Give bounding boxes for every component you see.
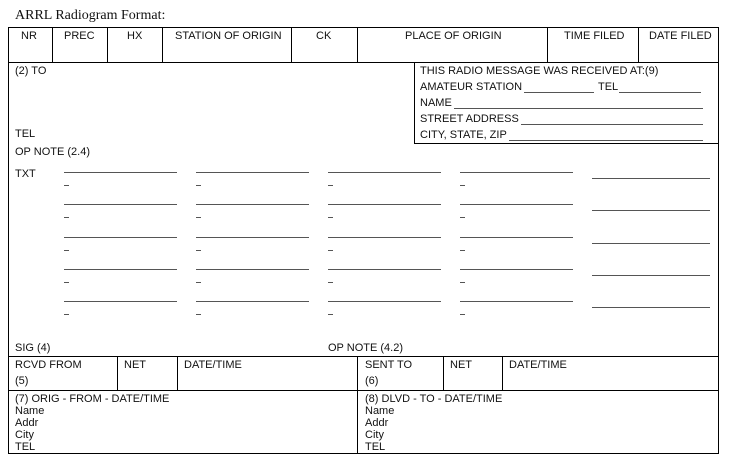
city-state-zip-line[interactable]: [509, 140, 703, 141]
word-dash: [328, 250, 333, 251]
word-line[interactable]: [328, 204, 441, 205]
divider: [117, 356, 118, 391]
word-line[interactable]: [64, 172, 177, 173]
word-line[interactable]: [64, 269, 177, 270]
word-line[interactable]: [328, 237, 441, 238]
rcvd-from-label: RCVD FROM: [15, 359, 82, 371]
word-line[interactable]: [196, 204, 309, 205]
tel-label: TEL: [15, 128, 36, 140]
dlvd-tel-label: TEL: [365, 441, 386, 453]
word-dash: [64, 282, 69, 283]
divider: [52, 27, 53, 63]
routing-row: [8, 356, 719, 391]
received-box-bottom: [414, 143, 719, 144]
header-place-of-origin: PLACE OF ORIGIN: [405, 30, 502, 42]
divider: [443, 356, 444, 391]
form-title: ARRL Radiogram Format:: [15, 8, 166, 23]
word-dash: [328, 314, 333, 315]
orig-heading: (7) ORIG - FROM - DATE/TIME: [15, 393, 170, 405]
dlvd-name-label: Name: [365, 405, 395, 417]
rcvd-number: (5): [15, 375, 29, 387]
sent-number: (6): [365, 375, 379, 387]
word-line[interactable]: [460, 172, 573, 173]
orig-city-label: City: [15, 429, 34, 441]
dlvd-city-label: City: [365, 429, 384, 441]
word-line[interactable]: [592, 243, 710, 244]
rcvd-net-label: NET: [124, 359, 146, 371]
word-line[interactable]: [592, 275, 710, 276]
dlvd-addr-label: Addr: [365, 417, 389, 429]
word-line[interactable]: [592, 210, 710, 211]
divider: [162, 27, 163, 63]
received-box-left: [414, 62, 415, 144]
city-state-zip-label: CITY, STATE, ZIP: [420, 129, 507, 141]
word-dash: [196, 250, 201, 251]
word-dash: [64, 185, 69, 186]
word-dash: [64, 217, 69, 218]
op-note-2-label: OP NOTE (4.2): [328, 342, 403, 354]
word-dash: [64, 250, 69, 251]
word-line[interactable]: [196, 301, 309, 302]
header-time-filed: TIME FILED: [564, 30, 625, 42]
sig-label: SIG (4): [15, 342, 51, 354]
word-line[interactable]: [328, 301, 441, 302]
sent-datetime-label: DATE/TIME: [509, 359, 567, 371]
amateur-station-label: AMATEUR STATION: [420, 81, 523, 93]
word-line[interactable]: [196, 237, 309, 238]
word-dash: [64, 314, 69, 315]
name-line[interactable]: [454, 108, 703, 109]
divider: [638, 27, 639, 63]
rcvd-datetime-label: DATE/TIME: [184, 359, 242, 371]
orig-tel-label: TEL: [15, 441, 36, 453]
word-dash: [196, 282, 201, 283]
received-tel-line[interactable]: [619, 92, 701, 93]
word-dash: [328, 217, 333, 218]
word-dash: [460, 217, 465, 218]
word-dash: [460, 282, 465, 283]
sent-net-label: NET: [450, 359, 472, 371]
divider: [547, 27, 548, 63]
word-line[interactable]: [64, 204, 177, 205]
word-dash: [460, 250, 465, 251]
word-dash: [196, 314, 201, 315]
word-line[interactable]: [328, 269, 441, 270]
word-dash: [460, 185, 465, 186]
header-station-of-origin: STATION OF ORIGIN: [175, 30, 282, 42]
street-address-label: STREET ADDRESS: [420, 113, 519, 125]
header-ck: CK: [316, 30, 332, 42]
name-label: NAME: [420, 97, 452, 109]
header-hx: HX: [127, 30, 143, 42]
sent-to-label: SENT TO: [365, 359, 413, 371]
street-address-line[interactable]: [521, 124, 703, 125]
word-line[interactable]: [460, 301, 573, 302]
amateur-station-line[interactable]: [524, 92, 594, 93]
header-nr: NR: [21, 30, 37, 42]
divider: [177, 356, 178, 391]
dlvd-heading: (8) DLVD - TO - DATE/TIME: [365, 393, 503, 405]
txt-label: TXT: [15, 168, 36, 180]
to-label: (2) TO: [15, 65, 47, 77]
word-line[interactable]: [196, 269, 309, 270]
word-line[interactable]: [460, 269, 573, 270]
word-dash: [328, 282, 333, 283]
word-line[interactable]: [196, 172, 309, 173]
word-dash: [328, 185, 333, 186]
orig-addr-label: Addr: [15, 417, 39, 429]
word-line[interactable]: [328, 172, 441, 173]
word-dash: [196, 185, 201, 186]
word-line[interactable]: [460, 237, 573, 238]
word-line[interactable]: [64, 237, 177, 238]
orig-name-label: Name: [15, 405, 45, 417]
word-line[interactable]: [592, 178, 710, 179]
word-line[interactable]: [460, 204, 573, 205]
header-date-filed: DATE FILED: [649, 30, 712, 42]
divider: [357, 27, 358, 63]
word-dash: [196, 217, 201, 218]
divider: [357, 390, 358, 454]
word-dash: [460, 314, 465, 315]
word-line[interactable]: [592, 307, 710, 308]
received-tel-label: TEL: [598, 81, 619, 93]
header-prec: PREC: [64, 30, 95, 42]
op-note-label: OP NOTE (2.4): [15, 146, 90, 158]
word-line[interactable]: [64, 301, 177, 302]
divider: [502, 356, 503, 391]
divider: [357, 356, 358, 391]
divider: [107, 27, 108, 63]
received-heading: THIS RADIO MESSAGE WAS RECEIVED AT:(9): [420, 65, 659, 77]
divider: [291, 27, 292, 63]
